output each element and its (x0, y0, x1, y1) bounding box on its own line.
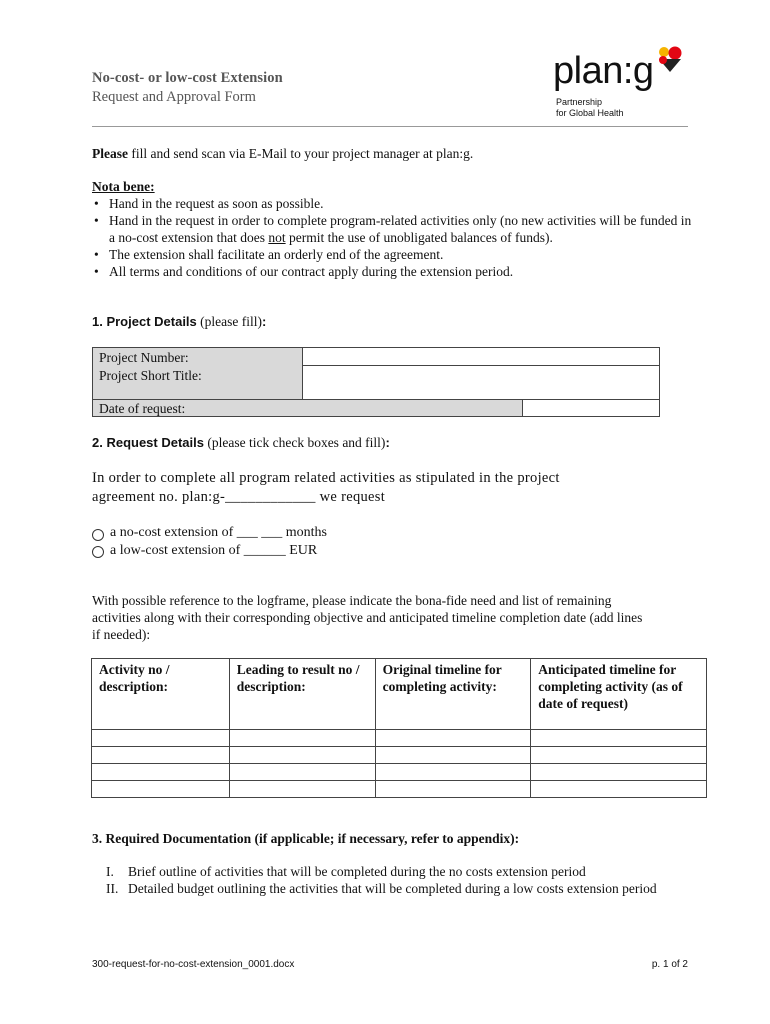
logframe-instructions: With possible reference to the logframe, please indicate the bona-fide need and list of remaining activities along with their corresponding objective and anticipated timeline completion date (add lines if needed): (92, 593, 643, 642)
section2-heading (92, 435, 390, 451)
list-item: • All terms and conditions of our contract apply during the extension period. (92, 263, 692, 280)
table-header-cell: Original timeline for completing activity: (375, 659, 531, 730)
nota-bene-list (92, 195, 692, 280)
table-cell[interactable] (92, 747, 230, 764)
table-cell[interactable] (229, 781, 375, 798)
list-item (92, 880, 692, 897)
project-labels-cell (92, 347, 303, 400)
intro-bold: Please (92, 146, 128, 161)
logo-tagline-line1: Partnership (556, 97, 603, 107)
list-item-number: I. (106, 864, 114, 879)
table-cell[interactable] (229, 730, 375, 747)
table-cell[interactable] (531, 764, 707, 781)
table-row (92, 730, 707, 747)
activities-table (91, 658, 707, 798)
no-cost-option-label: a no-cost extension of ___ ___ months (110, 525, 327, 540)
table-cell[interactable] (375, 730, 531, 747)
request-paragraph (92, 469, 560, 507)
table-cell[interactable] (375, 764, 531, 781)
table-cell[interactable] (531, 747, 707, 764)
table-header-cell: Leading to result no / description: (229, 659, 375, 730)
table-cell[interactable] (92, 730, 230, 747)
project-number-label: Project Number: (99, 350, 189, 365)
section3-heading: 3. Required Documentation (if applicable; if necessary, refer to appendix): (92, 831, 520, 846)
low-cost-option-radio[interactable] (92, 546, 104, 558)
table-row (92, 747, 707, 764)
table-header-row (92, 659, 707, 730)
section2-title: 2. Request Details (92, 435, 204, 450)
table-cell[interactable] (229, 747, 375, 764)
low-cost-option-label: a low-cost extension of ______ EUR (110, 543, 318, 558)
section1-heading (92, 314, 266, 330)
date-of-request-field[interactable] (522, 399, 660, 417)
intro-rest: fill and send scan via E-Mail to your project manager at plan:g. (128, 146, 474, 161)
table-cell[interactable] (92, 781, 230, 798)
section2-colon: : (385, 435, 390, 450)
logo-tagline (556, 97, 624, 119)
table-cell[interactable] (92, 764, 230, 781)
project-number-field[interactable] (302, 347, 660, 366)
documentation-list (92, 863, 692, 897)
section1-colon: : (262, 314, 267, 329)
table-cell[interactable] (375, 747, 531, 764)
list-item-text: Brief outline of activities that will be completed during the no costs extension period (128, 864, 586, 879)
table-header-cell: Anticipated timeline for completing activity (as of date of request) (531, 659, 707, 730)
project-short-title-label: Project Short Title: (99, 368, 202, 383)
list-item: • The extension shall facilitate an orderly end of the agreement. (92, 246, 692, 263)
logo-heart-icon (653, 45, 687, 75)
section2-note: (please tick check boxes and fill) (204, 435, 386, 450)
list-item-number: II. (106, 881, 119, 896)
table-cell[interactable] (531, 781, 707, 798)
nota-bene-heading: Nota bene: (92, 179, 155, 194)
date-of-request-label: Date of request: (99, 401, 186, 416)
section1-note: (please fill) (196, 314, 263, 329)
no-cost-option-radio[interactable] (92, 529, 104, 541)
request-paragraph-line1: In order to complete all program related activities as stipulated in the project (92, 470, 560, 486)
list-item (92, 212, 692, 246)
table-row (92, 764, 707, 781)
footer-page-number: p. 1 of 2 (651, 959, 688, 970)
list-item-text: Hand in the request in order to complete program-related activities only (no new activities will be funded in a no-cost extension that does (109, 213, 692, 245)
table-row (92, 781, 707, 798)
list-item-tail: permit the use of unobligated balances of funds). (285, 230, 553, 245)
logo-tagline-line2: for Global Health (556, 108, 624, 118)
section1-title: 1. Project Details (92, 314, 197, 329)
form-title: No-cost- or low-cost Extension (92, 70, 283, 86)
request-paragraph-line2: agreement no. plan:g-____________ we request (92, 489, 386, 505)
date-of-request-label-cell (92, 399, 523, 417)
footer-filename: 300-request-for-no-cost-extension_0001.docx (92, 959, 295, 970)
logo-text: plan:g (553, 50, 654, 92)
table-cell[interactable] (531, 730, 707, 747)
table-cell[interactable] (229, 764, 375, 781)
list-item (92, 863, 692, 880)
table-cell[interactable] (375, 781, 531, 798)
form-subtitle: Request and Approval Form (92, 89, 256, 105)
project-short-title-field[interactable] (302, 365, 660, 400)
table-header-cell: Activity no / description: (92, 659, 230, 730)
list-item: • Hand in the request as soon as possible. (92, 195, 692, 212)
list-item-underlined: not (268, 230, 286, 245)
header-divider (92, 126, 688, 127)
intro-text (92, 145, 473, 162)
list-item-text: Detailed budget outlining the activities that will be completed during a low costs extension period (128, 881, 657, 896)
